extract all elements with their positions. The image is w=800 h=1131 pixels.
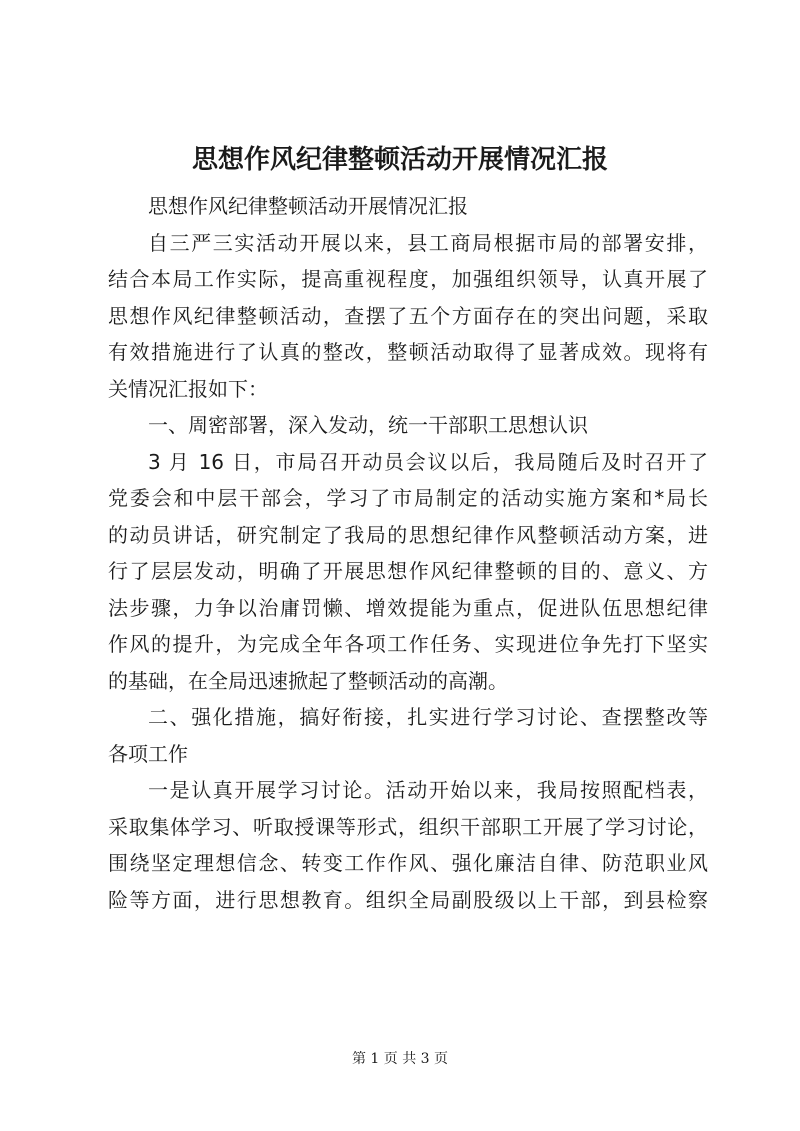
- paragraph: [108, 188, 708, 225]
- text-line: 3 月 16 日，市局召开动员会议以后，我局随后及时召开了: [148, 449, 708, 474]
- text-line: 围绕坚定理想信念、转变工作作风、强化廉洁自律、防范职业风: [108, 851, 708, 875]
- paragraph: [108, 699, 708, 772]
- page-indicator: 第 1 页 共 3 页: [351, 1051, 449, 1067]
- text-line: 采取集体学习、听取授课等形式，组织干部职工开展了学习讨论，: [108, 814, 708, 839]
- page-title: 思想作风纪律整顿活动开展情况汇报: [191, 145, 608, 175]
- text-line: 思想作风纪律整顿活动开展情况汇报: [148, 194, 468, 218]
- text-line: 一、周密部署，深入发动，统一干部职工思想认识: [148, 413, 588, 437]
- paragraph: [108, 772, 708, 918]
- text-line: 一是认真开展学习讨论。活动开始以来，我局按照配档表，: [148, 778, 708, 802]
- paragraph: [108, 444, 708, 700]
- paragraph: [108, 407, 708, 444]
- document-body: [108, 188, 708, 918]
- text-line: 思想作风纪律整顿活动，查摆了五个方面存在的突出问题，采取: [108, 303, 708, 328]
- text-line: 关情况汇报如下：: [108, 376, 268, 401]
- text-line: 的动员讲话，研究制定了我局的思想纪律作风整顿活动方案，进: [108, 522, 708, 547]
- text-line: 二、强化措施，搞好衔接，扎实进行学习讨论、查摆整改等: [148, 705, 708, 729]
- text-line: 自三严三实活动开展以来，县工商局根据市局的部署安排，: [148, 230, 708, 255]
- text-line: 党委会和中层干部会，学习了市局制定的活动实施方案和*局长: [108, 486, 708, 510]
- text-line: 结合本局工作实际，提高重视程度，加强组织领导，认真开展了: [108, 267, 708, 291]
- text-line: 有效措施进行了认真的整改，整顿活动取得了显著成效。现将有: [108, 340, 708, 364]
- text-line: 法步骤，力争以治庸罚懒、增效提能为重点，促进队伍思想纪律: [108, 595, 708, 620]
- text-line: 各项工作: [108, 741, 188, 766]
- text-line: 行了层层发动，明确了开展思想作风纪律整顿的目的、意义、方: [108, 559, 708, 583]
- text-line: 险等方面，进行思想教育。组织全局副股级以上干部，到县检察: [108, 887, 708, 912]
- text-line: 的基础，在全局迅速掀起了整顿活动的高潮。: [108, 668, 508, 693]
- paragraph: [108, 225, 708, 408]
- text-line: 作风的提升，为完成全年各项工作任务、实现进位争先打下坚实: [108, 632, 708, 656]
